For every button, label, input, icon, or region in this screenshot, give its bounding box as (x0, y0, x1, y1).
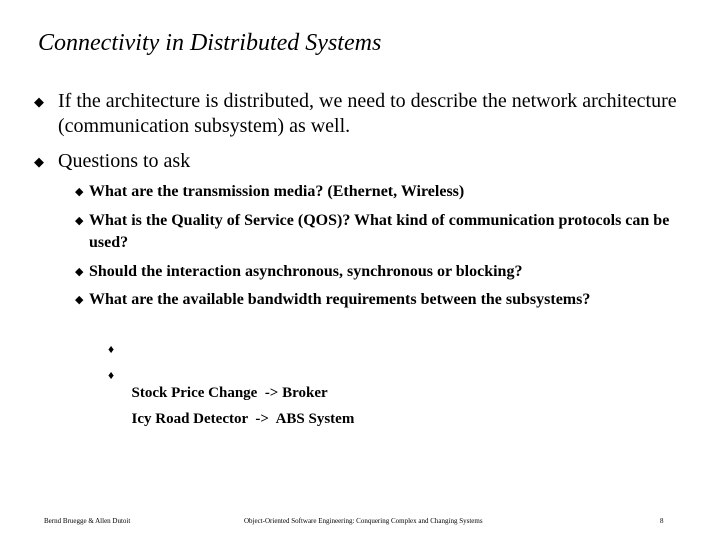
bullet-level1-questions (34, 149, 698, 174)
slide-title: Connectivity in Distributed Systems (38, 30, 382, 56)
diamond-bullet-icon: ♦ (108, 342, 115, 356)
bullet-text: What are the available bandwidth requirements between the subsystems? (89, 291, 591, 308)
footer-authors: Bernd Bruegge & Allen Dutoit (44, 517, 131, 525)
diamond-bullet-icon: ◆ (75, 266, 84, 278)
bullet-level3-icy-road (108, 364, 684, 430)
footer-book-title: Object-Oriented Software Engineering: Conquering Complex and Changing Systems (244, 517, 483, 525)
diamond-bullet-icon: ◆ (75, 215, 84, 227)
bullet-level1-architecture (34, 89, 698, 139)
footer-page-number: 8 (660, 517, 664, 525)
diamond-bullet-icon: ◆ (75, 294, 84, 306)
diamond-bullet-icon: ♦ (108, 368, 115, 382)
bullet-text: Should the interaction asynchronous, synchronous or blocking? (89, 263, 523, 280)
bullet-text: Stock Price Change -> Broker (131, 385, 328, 401)
bullet-text: Questions to ask (58, 150, 191, 172)
bullet-text: What are the transmission media? (Ethernet, Wireless) (89, 183, 465, 200)
diamond-bullet-icon: ◆ (34, 94, 44, 109)
bullet-text: Icy Road Detector -> ABS System (131, 411, 355, 427)
bullet-level2-qos (75, 210, 689, 254)
bullet-text: What is the Quality of Service (QOS)? What kind of communication protocols can be used? (89, 212, 670, 251)
diamond-bullet-icon: ◆ (34, 154, 44, 169)
bullet-level2-interaction (75, 261, 689, 283)
bullet-level2-transmission-media (75, 181, 689, 203)
bullet-level2-bandwidth (75, 289, 689, 311)
bullet-text: If the architecture is distributed, we need to describe the network architecture (communication subsystem) as well. (58, 90, 677, 137)
diamond-bullet-icon: ◆ (75, 186, 84, 198)
